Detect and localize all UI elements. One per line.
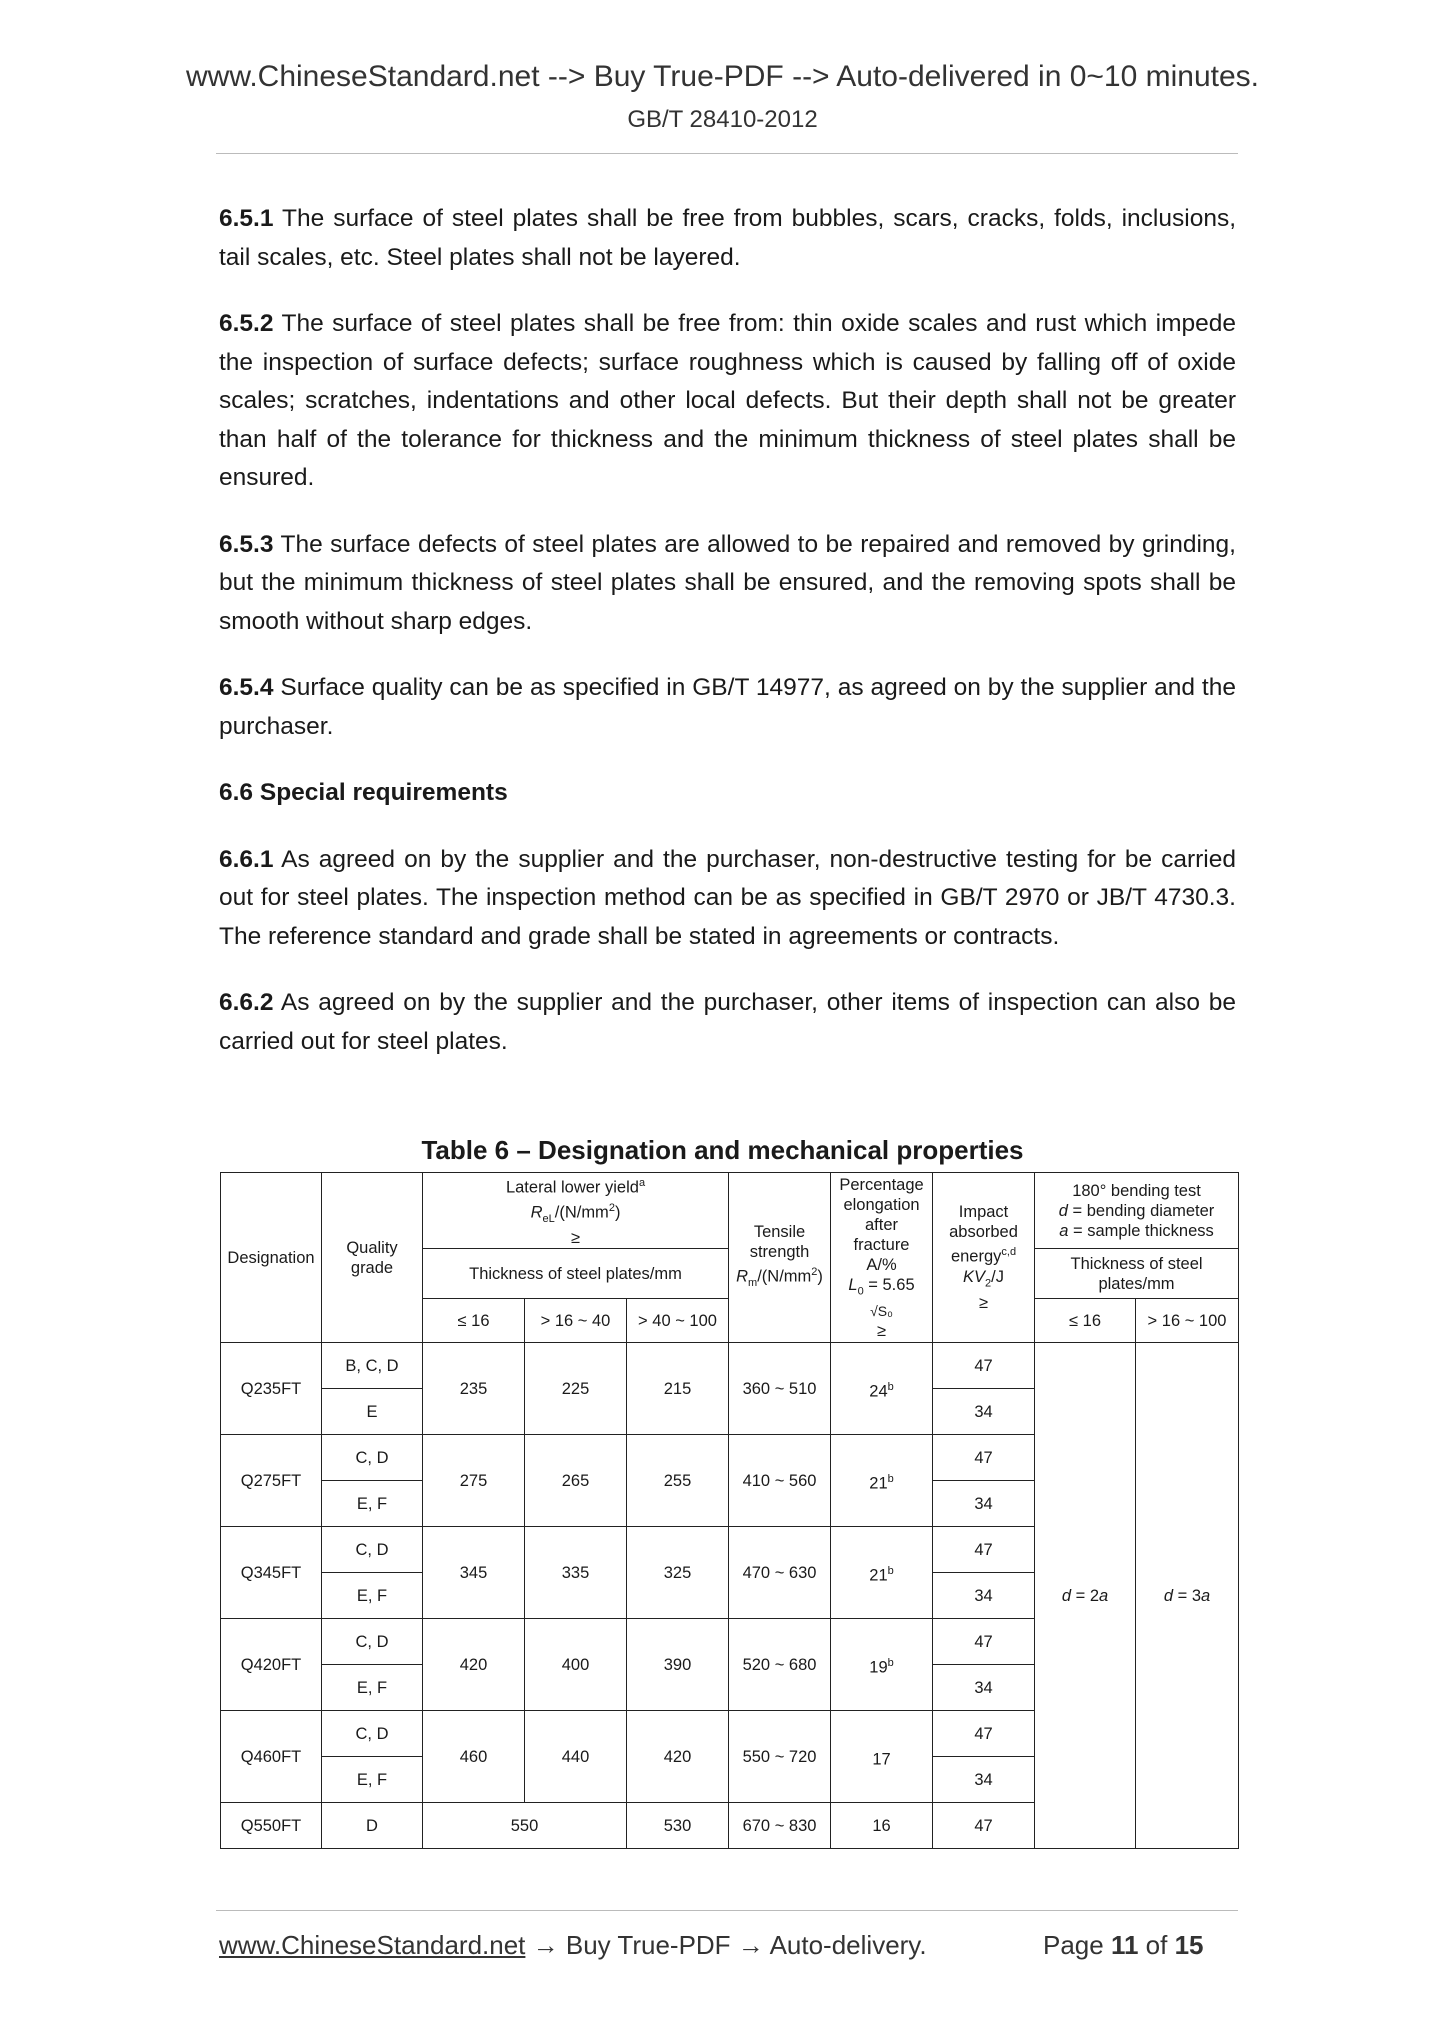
impact-cell: 47 [933,1527,1035,1573]
col-header-elongation: Percentage elongation after fracture A/% $L_0 = 5.65$ √S₀ ≥ [831,1173,933,1343]
impact-cell: 47 [933,1711,1035,1757]
tensile-cell: 520 ~ 680 [729,1619,831,1711]
page-number: 11 [1110,1930,1139,1960]
yield-cell: 265 [525,1435,627,1527]
sqrt-s0-symbol: √S₀ [870,1302,893,1319]
tensile-cell: 550 ~ 720 [729,1711,831,1803]
elongation-cell: 21$^b$ [831,1435,933,1527]
grade-cell: E, F [322,1757,423,1803]
yield-cell-merged: 550 [423,1803,627,1849]
clause-6-5-4: 6.5.4 Surface quality can be as specified in GB/T 14977, as agreed on by the supplier and the purchaser. [219,674,1236,740]
mechanical-properties-table [220,1172,1239,1849]
elongation-cell: 21$^b$ [831,1527,933,1619]
impact-cell: 47 [933,1803,1035,1849]
bend-cell-d2a: d = 2a [1035,1343,1136,1849]
col-header-impact: Impact absorbed energy$^{c,d}$ $KV_2/J$ ≥ [933,1173,1035,1343]
col-header-bend-thickness: Thickness of steel plates/mm [1035,1249,1239,1299]
document-id: GB/T 28410-2012 [627,106,818,133]
designation-cell: Q550FT [221,1803,322,1849]
yield-cell: 420 [627,1711,729,1803]
impact-cell: 34 [933,1573,1035,1619]
footer-site-link[interactable]: www.ChineseStandard.net [219,1930,526,1960]
yield-cell: 275 [423,1435,525,1527]
grade-cell: B, C, D [322,1343,423,1389]
grade-cell: C, D [322,1527,423,1573]
yield-cell: 400 [525,1619,627,1711]
grade-cell: D [322,1803,423,1849]
yield-cell: 225 [525,1343,627,1435]
clause-6-6-2: 6.6.2 As agreed on by the supplier and the purchaser, other items of inspection can also be carried out for steel plates. [219,989,1236,1055]
impact-cell: 47 [933,1619,1035,1665]
col-header-thick-1: ≤ 16 [423,1299,525,1343]
col-header-thick-3: > 40 ~ 100 [627,1299,729,1343]
col-header-bending: 180° bending test d = bending diameter a = sample thickness [1035,1173,1239,1249]
footer-tagline: → Buy True-PDF → Auto-delivery. [525,1930,927,1960]
table-title: Table 6 – Designation and mechanical properties [421,1135,1024,1165]
elongation-cell: 17 [831,1711,933,1803]
yield-cell: 325 [627,1527,729,1619]
col-header-designation: Designation [221,1173,322,1343]
yield-cell: 235 [423,1343,525,1435]
page-indicator: Page 11 of 15 [1043,1930,1204,1960]
grade-cell: E, F [322,1573,423,1619]
yield-cell: 460 [423,1711,525,1803]
designation-cell: Q275FT [221,1435,322,1527]
col-header-thickness: Thickness of steel plates/mm [423,1249,729,1299]
designation-cell: Q235FT [221,1343,322,1435]
designation-cell: Q420FT [221,1619,322,1711]
designation-cell: Q460FT [221,1711,322,1803]
elongation-cell: 19$^b$ [831,1619,933,1711]
col-header-bend-2: > 16 ~ 100 [1136,1299,1239,1343]
col-header-bend-1: ≤ 16 [1035,1299,1136,1343]
grade-cell: E, F [322,1481,423,1527]
clause-6-5-2: 6.5.2 The surface of steel plates shall be free from: thin oxide scales and rust which impede the inspection of surface defects; surface roughness which is caused by falling off of oxide scales; scratches, indentations and other local defects. But their depth shall not be greater than half of the tolerance for thickness and the minimum thickness of steel plates shall be ensured. [219,310,1236,491]
yield-cell: 530 [627,1803,729,1849]
impact-cell: 47 [933,1343,1035,1389]
yield-cell: 345 [423,1527,525,1619]
elongation-cell: 16 [831,1803,933,1849]
impact-cell: 34 [933,1481,1035,1527]
clause-6-6-1: 6.6.1 As agreed on by the supplier and the purchaser, non-destructive testing for be carried out for steel plates. The inspection method can be as specified in GB/T 2970 or JB/T 4730.3. The reference standard and grade shall be stated in agreements or contracts. [219,845,1236,950]
header-banner: www.ChineseStandard.net --> Buy True-PDF --> Auto-delivered in 0~10 minutes. [185,60,1260,93]
tensile-cell: 410 ~ 560 [729,1435,831,1527]
col-header-thick-2: > 16 ~ 40 [525,1299,627,1343]
grade-cell: C, D [322,1619,423,1665]
header-divider [216,153,1238,154]
yield-cell: 335 [525,1527,627,1619]
col-header-tensile: Tensile strength $R_m/(N/mm^2)$ [729,1173,831,1343]
page-total: 15 [1174,1930,1204,1960]
tensile-cell: 360 ~ 510 [729,1343,831,1435]
grade-cell: E [322,1389,423,1435]
impact-cell: 34 [933,1757,1035,1803]
grade-cell: C, D [322,1711,423,1757]
bend-cell-d3a: d = 3a [1136,1343,1239,1849]
impact-cell: 47 [933,1435,1035,1481]
grade-cell: C, D [322,1435,423,1481]
grade-cell: E, F [322,1665,423,1711]
section-heading-6-6: 6.6 Special requirements [219,779,508,806]
yield-cell: 390 [627,1619,729,1711]
yield-cell: 420 [423,1619,525,1711]
table-row [221,1343,1239,1389]
impact-cell: 34 [933,1665,1035,1711]
yield-cell: 255 [627,1435,729,1527]
footer-divider [216,1910,1238,1911]
body-text [219,200,1236,1089]
col-header-quality-grade: Quality grade [322,1173,423,1343]
tensile-cell: 470 ~ 630 [729,1527,831,1619]
elongation-cell: 24$^b$ [831,1343,933,1435]
col-header-yield: Lateral lower yield$^a$ $R_{eL}/(N/mm^2)$ ≥ [423,1173,729,1249]
clause-6-5-3: 6.5.3 The surface defects of steel plates are allowed to be repaired and removed by grinding, but the minimum thickness of steel plates shall be ensured, and the removing spots shall be smooth without sharp edges. [219,530,1236,635]
yield-cell: 215 [627,1343,729,1435]
designation-cell: Q345FT [221,1527,322,1619]
yield-cell: 440 [525,1711,627,1803]
clause-6-5-1: 6.5.1 The surface of steel plates shall be free from bubbles, scars, cracks, folds, inclusions, tail scales, etc. Steel plates shall not be layered. [219,205,1236,271]
footer-left [219,1930,927,1961]
tensile-cell: 670 ~ 830 [729,1803,831,1849]
impact-cell: 34 [933,1389,1035,1435]
